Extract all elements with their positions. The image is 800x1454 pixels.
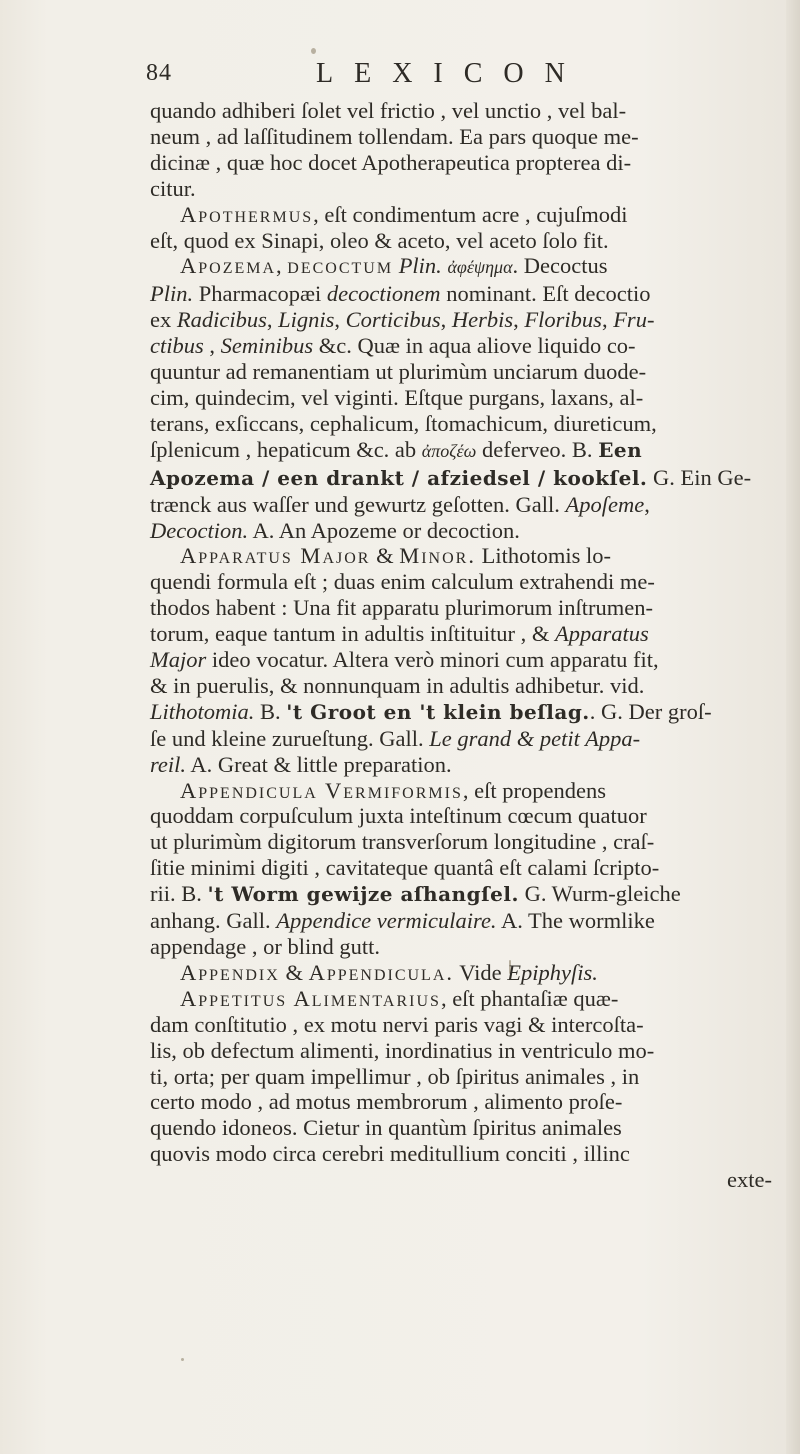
dictionary-text bbox=[150, 98, 784, 1193]
text-segment: , bbox=[601, 307, 614, 333]
text-line bbox=[150, 621, 784, 647]
text-segment: quando adhiberi ſolet vel frictio , vel unctio , vel bal- bbox=[150, 98, 627, 123]
text-line bbox=[150, 253, 784, 281]
text-segment: 't Worm gewijze aſhangſel. bbox=[207, 882, 519, 907]
text-segment: , bbox=[513, 307, 525, 333]
text-line bbox=[150, 333, 784, 359]
text-segment: anhang. Gall. bbox=[150, 908, 277, 934]
text-segment: , eſt phantaſiæ quæ- bbox=[440, 985, 619, 1011]
text-line bbox=[150, 960, 784, 986]
text-segment: Lignis bbox=[278, 307, 335, 333]
text-segment: 't Groot en 't klein beſlag. bbox=[286, 699, 590, 724]
text-line bbox=[150, 518, 784, 544]
text-segment: B. bbox=[254, 698, 287, 724]
text-segment: Radicibus bbox=[176, 307, 267, 333]
text-segment: Plin. bbox=[150, 281, 194, 307]
text-segment: decoctionem bbox=[326, 281, 441, 307]
text-line bbox=[150, 1115, 784, 1141]
text-segment: dicinæ , quæ hoc docet Apotherapeutica propterea di- bbox=[150, 149, 632, 175]
text-line bbox=[150, 281, 784, 307]
text-segment: Appendicula. bbox=[308, 959, 455, 985]
text-segment: ti, orta; per quam impellimur , ob ſpiritus animales , in bbox=[150, 1063, 640, 1089]
text-segment: . Decoctus bbox=[512, 253, 608, 279]
text-segment: , bbox=[203, 333, 221, 359]
text-line bbox=[150, 1038, 784, 1064]
text-line bbox=[150, 1167, 784, 1193]
text-segment: Appetitus Alimentarius bbox=[180, 985, 441, 1011]
text-line bbox=[150, 150, 784, 176]
text-segment: Apozema bbox=[180, 253, 277, 279]
text-segment: & in puerulis, & nonnunquam in adultis adhibetur. vid. bbox=[150, 672, 645, 698]
text-segment: reil. bbox=[150, 751, 187, 777]
text-segment: A. An Apozeme or decoction. bbox=[248, 517, 520, 543]
page-edge bbox=[786, 0, 800, 1454]
text-line bbox=[150, 803, 784, 829]
text-line bbox=[150, 569, 784, 595]
text-line bbox=[150, 359, 784, 385]
text-segment: Seminibus bbox=[220, 333, 314, 359]
text-segment: torum, eaque tantum in adultis inſtituitur , & bbox=[150, 621, 555, 647]
text-line bbox=[150, 543, 784, 569]
text-segment: rii. B. bbox=[150, 881, 208, 907]
text-segment: , eſt propendens bbox=[462, 777, 606, 803]
text-line bbox=[150, 1064, 784, 1090]
text-segment: & bbox=[279, 959, 309, 985]
text-line bbox=[150, 202, 784, 228]
text-segment: quovis modo circa cerebri meditullium conciti , illinc bbox=[150, 1141, 630, 1167]
text-segment: dam conſtitutio , ex motu nervi paris vagi & intercoſta- bbox=[150, 1011, 644, 1037]
text-segment: , bbox=[440, 307, 452, 333]
text-line bbox=[150, 673, 784, 699]
text-line bbox=[150, 699, 784, 726]
text-line bbox=[150, 124, 784, 150]
text-segment: , bbox=[266, 307, 279, 333]
text-segment: ctibus bbox=[150, 333, 204, 359]
text-segment: Lithotomia. bbox=[150, 698, 255, 724]
text-segment: Een bbox=[598, 437, 643, 462]
text-segment: ſitie minimi digiti , cavitateque quantâ eſt calami ſcripto- bbox=[150, 855, 660, 881]
text-segment: ἀφέψημα bbox=[447, 257, 513, 278]
text-line bbox=[150, 176, 784, 202]
text-segment: exte- bbox=[727, 1167, 772, 1193]
text-segment: quendi formula eſt ; duas enim calculum extrahendi me- bbox=[150, 569, 655, 595]
text-segment: Floribus bbox=[524, 307, 602, 333]
text-segment: ſe und kleine zurueſtung. Gall. bbox=[150, 725, 430, 751]
text-segment: ideo vocatur. Altera verò minori cum apparatu fit, bbox=[206, 647, 659, 673]
text-line bbox=[150, 437, 784, 465]
text-segment: ſplenicum , hepaticum &c. ab bbox=[150, 436, 422, 462]
text-line bbox=[150, 411, 784, 437]
text-segment: trænck aus waſſer und gewurtz geſotten. Gall. bbox=[150, 491, 566, 517]
text-segment: eſt, quod ex Sinapi, oleo & aceto, vel aceto ſolo fit. bbox=[150, 227, 609, 253]
text-segment: cim, quindecim, vel viginti. Eſtque purgans, laxans, al- bbox=[150, 384, 644, 410]
ink-speck bbox=[181, 1358, 184, 1361]
text-segment: neum , ad laſſitudinem tollendam. Ea pars quoque me- bbox=[150, 123, 639, 149]
text-segment: Fru- bbox=[613, 307, 655, 333]
text-segment: Epiphyſis. bbox=[507, 959, 598, 985]
text-line bbox=[150, 465, 784, 492]
text-segment: citur. bbox=[150, 175, 196, 201]
text-segment: nominant. Eſt decoctio bbox=[440, 281, 651, 307]
text-segment: Lithotomis lo- bbox=[475, 543, 611, 569]
text-segment: quuntur ad remanentiam ut plurimùm unciarum duode- bbox=[150, 359, 647, 385]
text-segment: G. Ein Ge- bbox=[647, 464, 752, 490]
text-segment: , bbox=[276, 253, 288, 279]
text-segment: & bbox=[370, 543, 400, 569]
text-segment: Apoſeme bbox=[565, 491, 645, 517]
text-segment: Major bbox=[150, 647, 207, 673]
text-line bbox=[150, 855, 784, 881]
text-segment: , bbox=[334, 307, 346, 333]
running-title: LEXICON bbox=[316, 58, 586, 89]
text-line bbox=[150, 595, 784, 621]
text-line bbox=[150, 492, 784, 518]
text-segment: appendage , or blind gutt. bbox=[150, 934, 380, 959]
text-segment: . G. Der groſ- bbox=[589, 698, 712, 724]
text-line bbox=[150, 98, 784, 124]
ink-speck bbox=[311, 48, 316, 54]
text-line bbox=[150, 778, 784, 804]
text-segment: certo modo , ad motus membrorum , alimento proſe- bbox=[150, 1089, 623, 1115]
page-header bbox=[146, 60, 766, 100]
text-segment: lis, ob defectum alimenti, inordinatius in ventriculo mo- bbox=[150, 1037, 655, 1063]
text-line bbox=[150, 986, 784, 1012]
text-line bbox=[150, 1141, 784, 1167]
text-segment: A. The wormlike bbox=[496, 908, 655, 934]
text-segment: Plin. bbox=[393, 253, 448, 279]
text-line bbox=[150, 647, 784, 673]
text-segment: deferveo. B. bbox=[476, 436, 599, 462]
text-segment: terans, exſiccans, cephalicum, ſtomachicum, diureticum, bbox=[150, 410, 657, 436]
text-line bbox=[150, 908, 784, 934]
text-line bbox=[150, 228, 784, 254]
text-line bbox=[150, 752, 784, 778]
text-segment: Apparatus bbox=[554, 621, 649, 647]
text-segment: Pharmacopæi bbox=[193, 281, 327, 307]
text-line bbox=[150, 307, 784, 333]
text-segment: Corticibus bbox=[345, 307, 441, 333]
text-segment: Appendice vermiculaire. bbox=[276, 908, 497, 934]
text-line bbox=[150, 726, 784, 752]
text-line bbox=[150, 1012, 784, 1038]
text-segment: ἀποζέω bbox=[421, 440, 477, 461]
text-segment: Vide bbox=[454, 959, 508, 985]
text-segment: Minor. bbox=[399, 543, 476, 569]
text-segment: G. Wurm-gleiche bbox=[518, 881, 681, 907]
text-segment: Apparatus Major bbox=[180, 543, 371, 569]
text-segment: thodos habent : Una fit apparatu plurimorum inſtrumen- bbox=[150, 595, 654, 621]
text-segment: Apothermus bbox=[180, 201, 314, 227]
text-segment: Le grand & petit Appa- bbox=[429, 725, 641, 751]
text-line bbox=[150, 385, 784, 411]
text-segment: Apozema / een drankt / afziedsel / kookſel. bbox=[150, 465, 648, 490]
text-segment: ut plurimùm digitorum transverſorum longitudine , craſ- bbox=[150, 829, 655, 855]
text-segment: ex bbox=[150, 307, 177, 333]
text-segment: Decoction. bbox=[150, 517, 249, 543]
text-segment: &c. Quæ in aqua aliove liquido co- bbox=[313, 333, 636, 359]
text-segment: quoddam corpuſculum juxta inteſtinum cœcum quatuor bbox=[150, 803, 647, 829]
text-segment: quendo idoneos. Cietur in quantùm ſpiritus animales bbox=[150, 1115, 622, 1141]
text-line bbox=[150, 829, 784, 855]
text-segment: , bbox=[644, 491, 650, 517]
text-line bbox=[150, 1089, 784, 1115]
text-line bbox=[150, 934, 784, 960]
text-segment: , eſt condimentum acre , cujuſmodi bbox=[313, 201, 628, 227]
text-line bbox=[150, 881, 784, 908]
page-number: 84 bbox=[146, 60, 172, 86]
text-segment: A. Great & little preparation. bbox=[186, 751, 452, 777]
text-segment: decoctum bbox=[287, 253, 394, 279]
text-segment: Herbis bbox=[451, 307, 514, 333]
text-segment: Appendicula Vermiformis bbox=[180, 777, 463, 803]
text-segment: Appendix bbox=[180, 959, 280, 985]
